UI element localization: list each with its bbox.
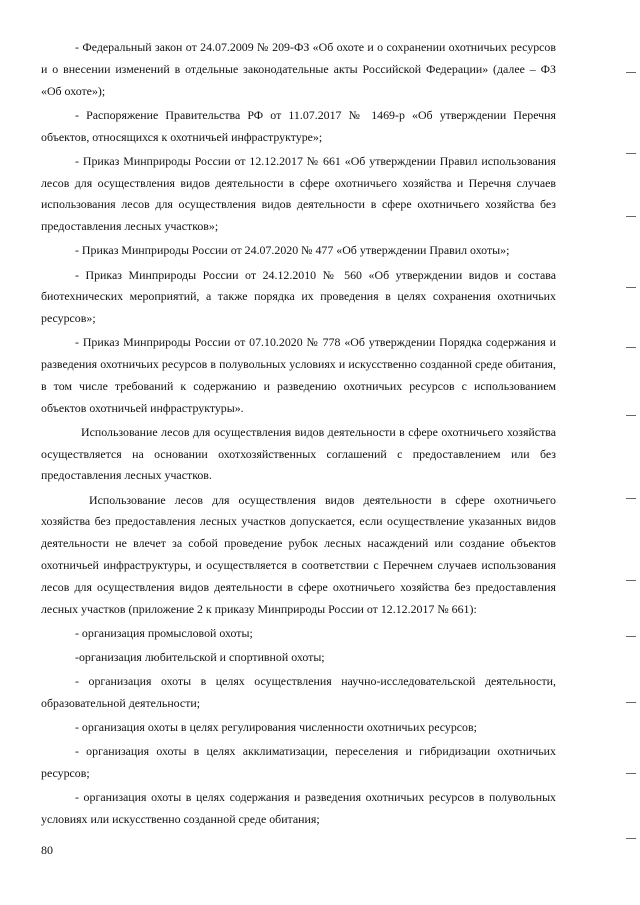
scan-mark xyxy=(626,498,636,499)
scan-mark xyxy=(626,415,636,416)
scan-mark xyxy=(626,153,636,154)
list-item-semi-free-breeding: - организация охоты в целях содержания и разведения охотничьих ресурсов в полувольных условиях или искусственно созданной среде обитания; xyxy=(41,790,556,827)
scan-mark xyxy=(626,347,636,348)
paragraph-order-778: - Приказ Минприроды России от 07.10.2020 № 778 «Об утверждении Порядка содержания и разведения охотничьих ресурсов в полувольных условиях и искусственно созданной среде обитания, в том числе требований к содержанию и разведению охотничьих ресурсов с использованием объектов охотничьей инфраструктуры». xyxy=(41,335,556,415)
scan-mark xyxy=(626,216,636,217)
paragraph-forest-use-basis: Использование лесов для осуществления видов деятельности в сфере охотничьего хозяйства осуществляется на основании охотхозяйственных соглашений с предоставлением или без предоставления лесных участков. xyxy=(41,424,556,483)
list-item-research-hunting: - организация охоты в целях осуществления научно-исследовательской деятельности, образовательной деятельности; xyxy=(41,674,556,711)
paragraph-forest-use-without-plots: Использование лесов для осуществления видов деятельности в сфере охотничьего хозяйства без предоставления лесных участков допускается, если осуществление указанных видов деятельности не влечет за собой проведение рубок лесных насаждений или создание объектов охотничьей инфраструктуры, и осуществляется в соответствии с Перечнем случаев использования лесов для осуществления видов деятельности в сфере охотничьего хозяйства без предоставления лесных участков (приложение 2 к приказу Минприроды России от 12.12.2017 № 661): xyxy=(41,492,556,616)
paragraph-order-560: - Приказ Минприроды России от 24.12.2010 № 560 «Об утверждении видов и состава биотехнических мероприятий, а также порядка их проведения в целях сохранения охотничьих ресурсов»; xyxy=(41,267,556,326)
scan-mark xyxy=(626,72,636,73)
paragraph-order-661: - Приказ Минприроды России от 12.12.2017 № 661 «Об утверждении Правил использования лесов для осуществления видов деятельности в сфере охотничьего хозяйства и Перечня случаев использования лесов для осуществления видов деятельности в сфере охотничьего хозяйства без предоставления лесных участков»; xyxy=(41,153,556,234)
scan-edge-marks xyxy=(622,0,640,905)
scan-mark xyxy=(626,636,636,637)
paragraph-order-477: - Приказ Минприроды России от 24.07.2020 № 477 «Об утверждении Правил охоты»; xyxy=(75,243,510,258)
scan-mark xyxy=(626,287,636,288)
scan-mark xyxy=(626,702,636,703)
list-item-sport-hunting: -организация любительской и спортивной охоты; xyxy=(75,650,325,665)
document-body xyxy=(41,37,556,833)
list-item-commercial-hunting: - организация промысловой охоты; xyxy=(75,625,253,640)
list-item-population-control: - организация охоты в целях регулирования численности охотничьих ресурсов; xyxy=(75,720,477,735)
page-number: 80 xyxy=(41,843,53,857)
paragraph-law-209: - Федеральный закон от 24.07.2009 № 209-ФЗ «Об охоте и о сохранении охотничьих ресурсов и о внесении изменений в отдельные законодательные акты Российской Федерации» (далее – ФЗ «Об охоте»); xyxy=(41,40,556,98)
scan-mark xyxy=(626,580,636,581)
scan-mark xyxy=(626,773,636,774)
scan-mark xyxy=(626,838,636,839)
list-item-acclimatization: - организация охоты в целях акклиматизации, переселения и гибридизации охотничьих ресурсов; xyxy=(41,744,556,781)
paragraph-order-1469: - Распоряжение Правительства РФ от 11.07.2017 № 1469-р «Об утверждении Перечня объектов, относящихся к охотничьей инфраструктуре»; xyxy=(41,107,556,144)
